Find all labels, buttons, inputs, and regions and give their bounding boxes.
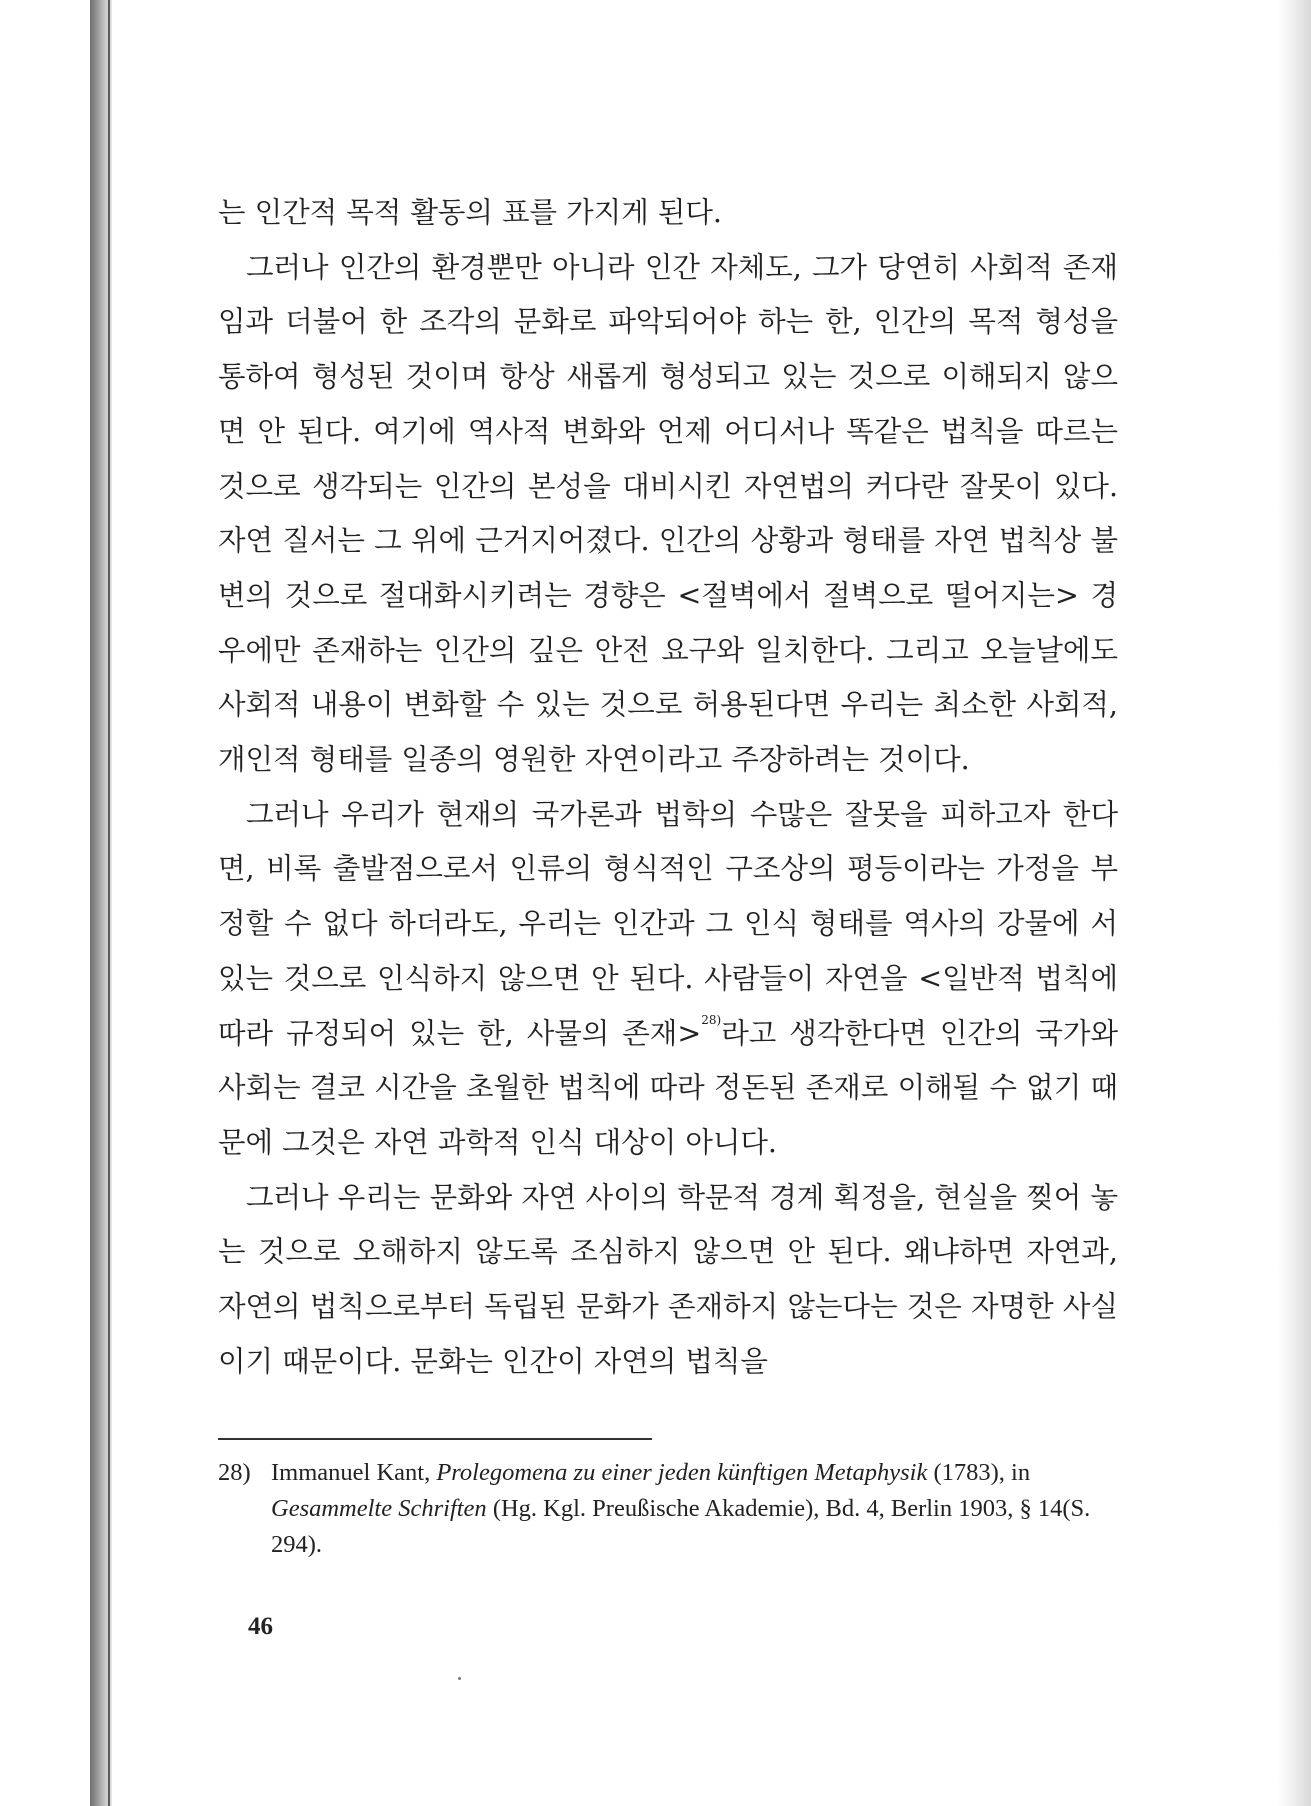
body-text: [218, 186, 1118, 1389]
book-spine-edge: [108, 0, 110, 1806]
paragraph: 그러나 우리는 문화와 자연 사이의 학문적 경계 획정을, 현실을 찢어 놓는 것으로 오해하지 않도록 조심하지 않으면 안 된다. 왜냐하면 자연과, 자연의 법칙으로부터 독립된 문화가 존재하지 않는다는 것은 자명한 사실이기 때문이다. 문화는 인간이 자연의 법칙을: [218, 1180, 1118, 1378]
footnote-author: Immanuel Kant,: [271, 1459, 437, 1486]
paragraph-text-part: 그러나 우리가 현재의 국가론과 법학의 수많은 잘못을 피하고자 한다면, 비록 출발점으로서 인류의 형식적인 구조상의 평등이라는 가정을 부정할 수 없다 하더라도, 우리는 인간과 그 인식 형태를 역사의 강물에 서 있는 것으로 인식하지 않으면 안 된다. 사람들이 자연을 <일반적 법칙에 따라 규정되어 있는 한, 사물의 존재>: [218, 797, 1118, 1050]
scan-speck: [458, 1677, 461, 1680]
paragraph: 그러나 인간의 환경뿐만 아니라 인간 자체도, 그가 당연히 사회적 존재임과 더불어 한 조각의 문화로 파악되어야 하는 한, 인간의 목적 형성을 통하여 형성된 것이며 항상 새롭게 형성되고 있는 것으로 이해되지 않으면 안 된다. 여기에 역사적 변화와 언제 어디서나 똑같은 법칙을 따르는 것으로 생각되는 인간의 본성을 대비시킨 자연법의 커다란 잘못이 있다. 자연 질서는 그 위에 근거지어졌다. 인간의 상황과 형태를 자연 법칙상 불변의 것으로 절대화시키려는 경향은 <절벽에서 절벽으로 떨어지는> 경우에만 존재하는 인간의 깊은 안전 요구와 일치한다. 그리고 오늘날에도 사회적 내용이 변화할 수 있는 것으로 허용된다면 우리는 최소한 사회적, 개인적 형태를 일종의 영원한 자연이라고 주장하려는 것이다.: [218, 250, 1118, 777]
page-right-edge-shadow: [1277, 0, 1311, 1806]
footnote-reference: 28): [701, 1013, 722, 1028]
footnote-number: 28): [218, 1459, 251, 1486]
footnote-body: [271, 1455, 1118, 1563]
footnote-collection: Gesammelte Schriften: [271, 1495, 487, 1522]
page-number: 46: [248, 1613, 273, 1640]
footnote-mid: (1783), in: [927, 1459, 1031, 1486]
footnote: [218, 1455, 1118, 1563]
footnote-tail: (Hg. Kgl. Preußische Akademie), Bd. 4, Berlin 1903, § 14(S. 294).: [271, 1495, 1091, 1558]
footnote-divider: [218, 1438, 652, 1440]
paragraph-text-part: 라고 생각한다면 인간의 국가와 사회는 결코 시간을 초월한 법칙에 따라 정돈된 존재로 이해될 수 없기 때문에 그것은 자연 과학적 인식 대상이 아니다.: [218, 1016, 1118, 1159]
footnote-title: Prolegomena zu einer jeden künftigen Metaphysik: [436, 1459, 928, 1486]
paragraph-with-footnote: [218, 788, 1118, 1171]
paragraph-continuation: 는 인간적 목적 활동의 표를 가지게 된다.: [218, 196, 722, 229]
